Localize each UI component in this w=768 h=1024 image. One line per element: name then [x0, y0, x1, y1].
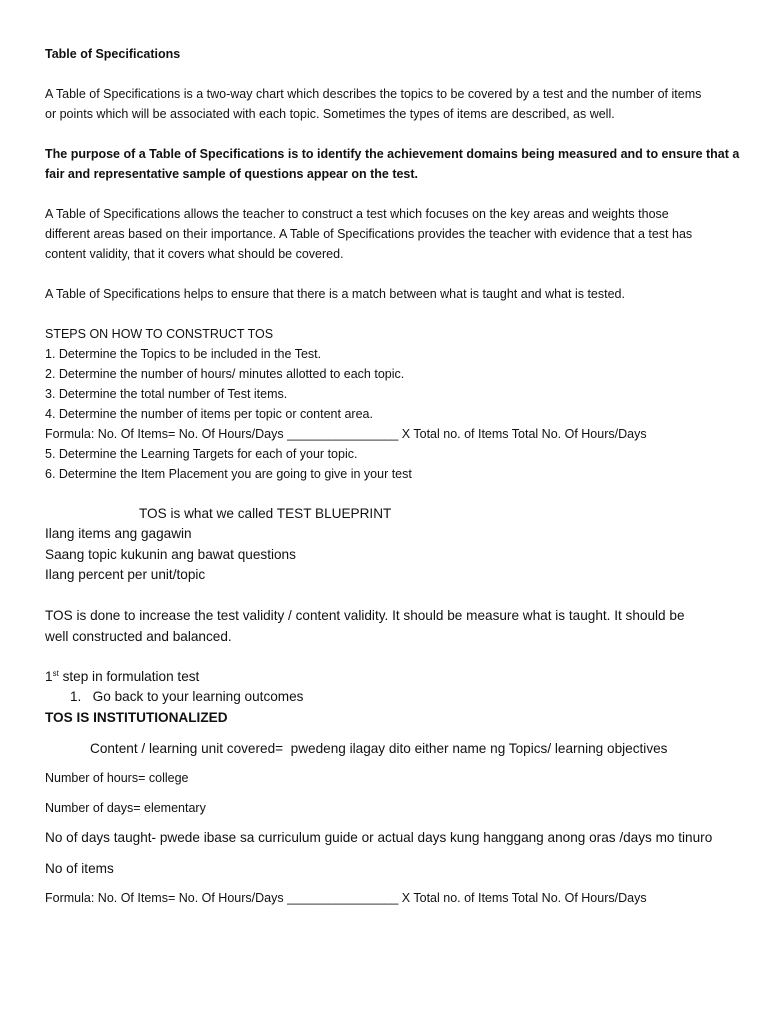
step-6: 6. Determine the Item Placement you are going to give in your test [45, 467, 412, 481]
step-3: 3. Determine the total number of Test items. [45, 387, 288, 401]
step-2: 2. Determine the number of hours/ minutes allotted to each topic. [45, 367, 405, 381]
first-step-number: 1 [45, 669, 53, 684]
step-1: 1. Determine the Topics to be included in the Test. [45, 347, 322, 361]
document-title: Table of Specifications [45, 47, 181, 61]
first-step-line [45, 670, 199, 685]
note-topic: Saang topic kukunin ang bawat questions [45, 547, 296, 562]
content-unit-line: Content / learning unit covered= pwedeng ilagay dito either name ng Topics/ learning objectives [90, 741, 668, 756]
first-step-text: step in formulation test [58, 669, 200, 684]
purpose-line-2: fair and representative sample of questions appear on the test. [45, 167, 419, 181]
match-paragraph: A Table of Specifications helps to ensure that there is a match between what is taught and what is tested. [45, 287, 625, 301]
step-4: 4. Determine the number of items per topic or content area. [45, 407, 373, 421]
go-back-item: 1. Go back to your learning outcomes [70, 689, 304, 704]
hours-line: Number of hours= college [45, 771, 189, 785]
steps-heading: STEPS ON HOW TO CONSTRUCT TOS [45, 327, 274, 341]
intro-line-1: A Table of Specifications is a two-way chart which describes the topics to be covered by a test and the number of items [45, 87, 702, 101]
note-percent: Ilang percent per unit/topic [45, 567, 206, 582]
step-5: 5. Determine the Learning Targets for each of your topic. [45, 447, 358, 461]
allows-line-1: A Table of Specifications allows the teacher to construct a test which focuses on the key areas and weights those [45, 207, 669, 221]
validity-line-1: TOS is done to increase the test validity / content validity. It should be measure what is taught. It should be [45, 608, 685, 623]
allows-line-2: different areas based on their importance. A Table of Specifications provides the teacher with evidence that a test has [45, 227, 693, 241]
intro-line-2: or points which will be associated with each topic. Sometimes the types of items are described, as well. [45, 107, 615, 121]
formula-line: Formula: No. Of Items= No. Of Hours/Days ________________ X Total no. of Items Total No. Of Hours/Days [45, 891, 647, 905]
days-line: Number of days= elementary [45, 801, 206, 815]
no-items-line: No of items [45, 861, 114, 876]
purpose-line-1: The purpose of a Table of Specifications is to identify the achievement domains being measured and to ensure that a [45, 147, 740, 161]
allows-line-3: content validity, that it covers what should be covered. [45, 247, 344, 261]
blueprint-line: TOS is what we called TEST BLUEPRINT [139, 506, 392, 521]
note-items: Ilang items ang gagawin [45, 526, 192, 541]
days-taught-line: No of days taught- pwede ibase sa curriculum guide or actual days kung hanggang anong oras /days mo tinuro [45, 830, 713, 845]
first-step-superscript: st [52, 669, 59, 678]
step-formula: Formula: No. Of Items= No. Of Hours/Days ________________ X Total no. of Items Total No. Of Hours/Days [45, 427, 647, 441]
validity-line-2: well constructed and balanced. [45, 629, 232, 644]
institutionalized-heading: TOS IS INSTITUTIONALIZED [45, 710, 228, 725]
